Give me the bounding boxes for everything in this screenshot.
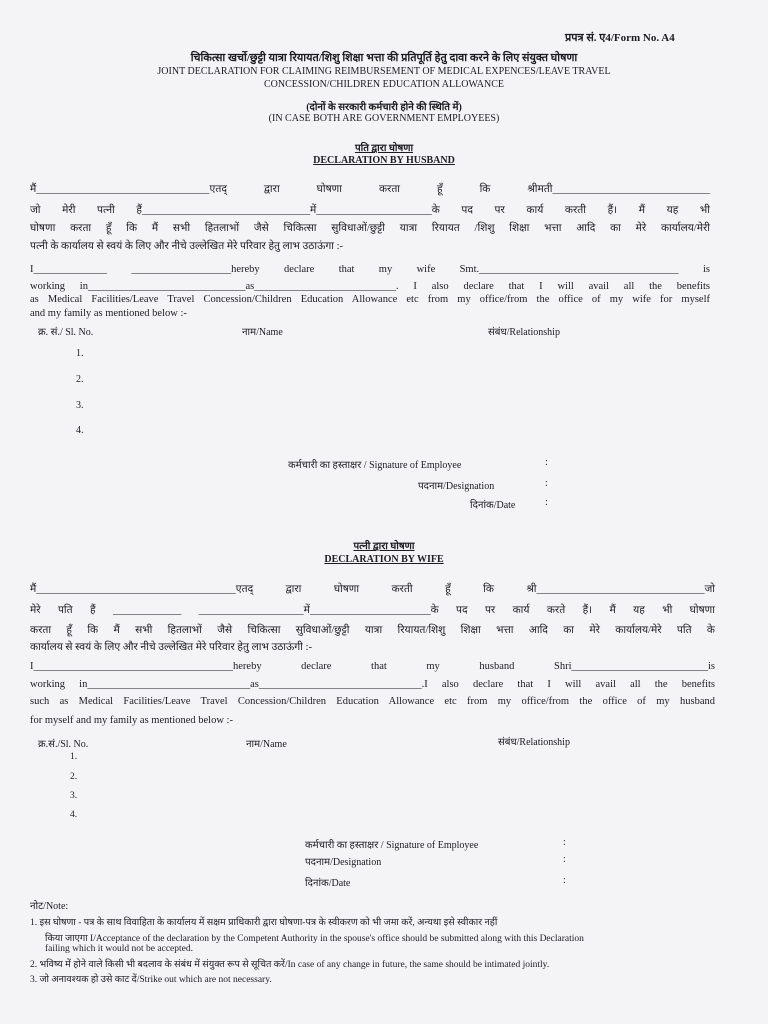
wife-hindi-line4: कार्यालय से स्वयं के लिए और नीचे उल्लेखित मेरे परिवार हेतु लाभ उठाऊंगी :- <box>30 642 312 653</box>
wife-designation-label: पदनाम/Designation <box>305 857 382 868</box>
wife-row-3: 3. <box>70 791 78 801</box>
husband-english-line3: as Medical Facilities/Leave Travel Concession/Children Education Allowance etc from my office/from the office of my wife for myself <box>30 294 710 305</box>
condition-english: (IN CASE BOTH ARE GOVERNMENT EMPLOYEES) <box>268 113 500 124</box>
husband-designation-colon: : <box>545 478 548 489</box>
title-english-line2: CONCESSION/CHILDREN EDUCATION ALLOWANCE <box>264 79 504 90</box>
wife-signature-label: कर्मचारी का हस्ताक्षर / Signature of Employee <box>305 840 479 851</box>
condition-hindi: (दोनों के सरकारी कर्मचारी होने की स्थिति में) <box>306 102 462 113</box>
wife-hindi-line1: मैं______________________________________एतद् द्वारा घोषणा करती हूँ कि श्री________________________________जो <box>30 584 715 595</box>
note-1-line2: किया जाएगा I/Acceptance of the declaration by the Competent Authority in the spouse's office should be submitted along with this Declaration <box>45 934 584 944</box>
husband-row-1: 1. <box>76 348 84 359</box>
wife-english-line4: for myself and my family as mentioned below :- <box>30 715 233 726</box>
wife-col-relationship: संबंध/Relationship <box>498 737 570 748</box>
wife-row-1: 1. <box>70 752 78 762</box>
husband-signature-label: कर्मचारी का हस्ताक्षर / Signature of Employee <box>288 460 462 471</box>
notes-label: नोट/Note: <box>30 901 69 912</box>
wife-date-colon: : <box>563 875 566 886</box>
wife-english-line3: such as Medical Facilities/Leave Travel Concession/Children Education Allowance etc from my office/from the office of my husband <box>30 696 715 707</box>
wife-date-label: दिनांक/Date <box>305 878 351 889</box>
wife-english-line2: working in_______________________________as_______________________________.I also declare that I will avail all the benefits <box>30 679 715 690</box>
wife-signature-colon: : <box>563 837 566 848</box>
husband-hindi-line1: मैं_________________________________एतद् द्वारा घोषणा करता हूँ कि श्रीमती______________________________ <box>30 184 710 195</box>
husband-row-3: 3. <box>76 400 84 411</box>
husband-english-line2: working in______________________________as___________________________. I also declare that I will avail all the benefits <box>30 281 710 292</box>
note-1-line1: 1. इस घोषणा - पत्र के साथ विवाहिता के कार्यालय में सक्षम प्राधिकारी द्वारा घोषणा-पत्र के स्वीकरण को भी जमा करें, अन्यथा इसे स्वीकार नहीं <box>30 918 498 928</box>
note-1-line3: failing which it would not be accepted. <box>45 944 193 954</box>
form-number: प्रपत्र सं. ए4/Form No. A4 <box>565 32 675 44</box>
note-2: 2. भविष्य में होने वाले किसी भी बदलाव के संबंध में संयुक्त रूप से सूचित करें/In case of any change in future, the same should be intimated jointly. <box>30 960 550 970</box>
title-english-line1: JOINT DECLARATION FOR CLAIMING REIMBURSEMENT OF MEDICAL EXPENCES/LEAVE TRAVEL <box>157 66 611 77</box>
wife-row-4: 4. <box>70 810 78 820</box>
husband-col-relationship: संबंध/Relationship <box>488 327 560 338</box>
wife-row-2: 2. <box>70 772 78 782</box>
note-3: 3. जो अनावश्यक हो उसे काट दें/Strike out which are not necessary. <box>30 975 272 985</box>
wife-designation-colon: : <box>563 854 566 865</box>
husband-english-line1: I______________ ___________________hereby declare that my wife Smt.______________________________________ is <box>30 264 710 275</box>
husband-hindi-line4: पत्नी के कार्यालय से स्वयं के लिए और नीचे उल्लेखित मेरे परिवार हेतु लाभ उठाऊंगा :- <box>30 241 343 252</box>
husband-heading-english: DECLARATION BY HUSBAND <box>313 155 455 166</box>
husband-signature-colon: : <box>545 457 548 468</box>
wife-heading-english: DECLARATION BY WIFE <box>324 554 444 565</box>
husband-designation-label: पदनाम/Designation <box>418 481 495 492</box>
husband-row-4: 4. <box>76 425 84 436</box>
husband-col-slno: क्र. सं./ Sl. No. <box>38 327 94 338</box>
husband-hindi-line3: घोषणा करता हूँ कि मैं सभी हितलाभों जैसे चिकित्सा सुविधाओं/छुट्टी यात्रा रियायत /शिशु शिक्षा भत्ता आदि का मेरे कार्यालय/मेरी <box>30 223 710 234</box>
wife-hindi-line3: करता हूँ कि मैं सभी हितलाभों जैसे चिकित्सा सुविधाओं/छुट्टी यात्रा रियायत/शिशु शिक्षा भत्ता आदि का मेरे कार्यालय/मेरे पति के <box>30 625 715 636</box>
husband-hindi-line2: जो मेरी पत्नी हैं________________________________में______________________के पद पर कार्य करती हैं। मैं यह भी <box>30 205 710 216</box>
husband-heading-hindi: पति द्वारा घोषणा <box>354 143 414 154</box>
wife-heading-hindi: पत्नी द्वारा घोषणा <box>353 541 415 552</box>
wife-col-name: नाम/Name <box>246 739 287 750</box>
wife-english-line1: I______________________________________hereby declare that my husband Shri__________________________is <box>30 661 715 672</box>
wife-hindi-line2: मेरे पति हैं _____________ ____________________में_______________________के पद पर कार्य करते हैं। मैं यह भी घोषणा <box>30 605 715 616</box>
title-hindi: चिकित्सा खर्चो/छुट्टी यात्रा रियायत/शिशु शिक्षा भत्ता की प्रतिपूर्ति हेतु दावा करने के लिए संयुक्त घोषणा <box>190 52 578 64</box>
husband-row-2: 2. <box>76 374 84 385</box>
husband-date-label: दिनांक/Date <box>470 500 516 511</box>
husband-date-colon: : <box>545 497 548 508</box>
husband-col-name: नाम/Name <box>242 327 283 338</box>
wife-col-slno: क्र.सं./Sl. No. <box>38 739 89 750</box>
husband-english-line4: and my family as mentioned below :- <box>30 308 187 319</box>
